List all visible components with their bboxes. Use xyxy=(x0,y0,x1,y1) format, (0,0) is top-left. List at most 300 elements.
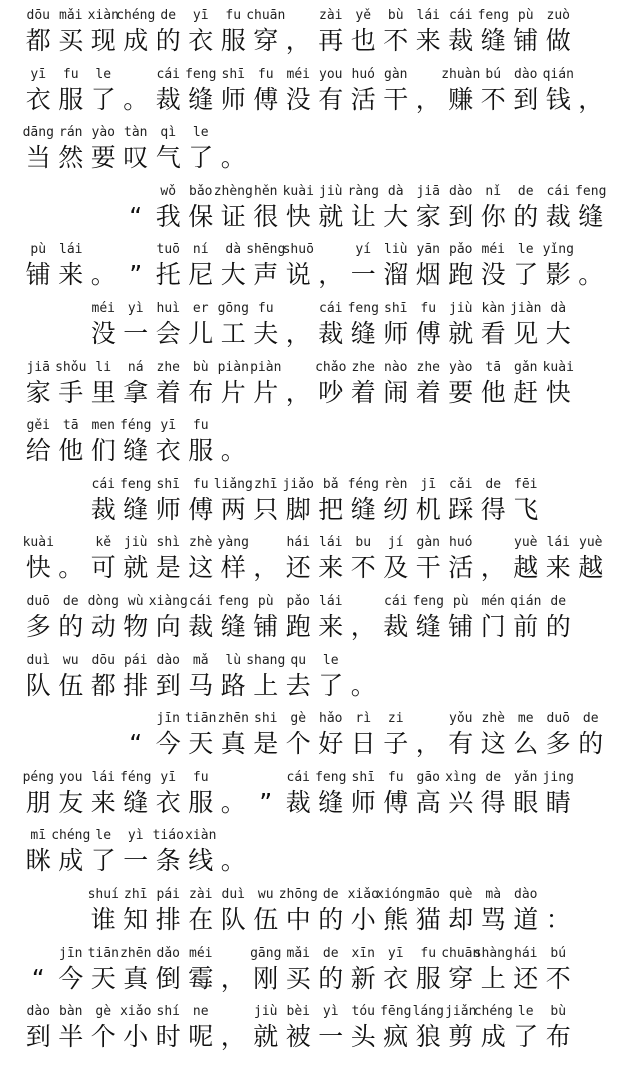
pinyin: feng xyxy=(185,66,217,82)
hanzi: 大 xyxy=(220,260,246,290)
ruby-char xyxy=(412,946,445,996)
ruby-char xyxy=(120,477,153,527)
hanzi: 还 xyxy=(513,963,539,993)
ruby-char xyxy=(477,770,510,820)
ruby-char xyxy=(87,301,120,351)
pinyin: wu xyxy=(62,652,79,668)
ruby-char xyxy=(347,770,380,820)
ruby-char xyxy=(510,184,543,234)
ruby-char xyxy=(55,125,88,175)
hanzi: 前 xyxy=(513,612,539,641)
hanzi: 手 xyxy=(58,377,84,407)
ruby-char xyxy=(347,535,380,585)
hanzi: 来 xyxy=(58,260,84,290)
hanzi: 成 xyxy=(58,846,84,876)
hanzi: 活 xyxy=(448,553,474,583)
hanzi: 叹 xyxy=(123,143,149,173)
hanzi: 赚 xyxy=(448,84,474,114)
ruby-char xyxy=(185,887,218,937)
hanzi: 的 xyxy=(318,963,344,993)
ruby-char xyxy=(55,594,88,644)
ruby-char xyxy=(87,946,120,996)
ruby-char xyxy=(282,594,315,644)
ruby-char xyxy=(185,828,218,878)
ruby-char xyxy=(315,711,348,761)
ruby-char xyxy=(542,1004,575,1054)
hanzi: ， xyxy=(253,553,279,583)
pinyin: yī xyxy=(160,769,177,785)
ruby-char xyxy=(87,653,120,703)
pinyin: ne xyxy=(192,1004,209,1020)
hanzi: 布 xyxy=(545,1022,571,1052)
ruby-char xyxy=(217,301,250,351)
hanzi: 狼 xyxy=(415,1022,441,1052)
hanzi: 着 xyxy=(415,377,441,407)
punctuation xyxy=(575,67,608,117)
text-line xyxy=(22,234,612,292)
pinyin: bǎo xyxy=(189,183,213,199)
pinyin: ní xyxy=(192,242,209,258)
pinyin: kuài xyxy=(282,183,314,199)
pinyin: jiǎn xyxy=(445,1004,477,1020)
pinyin: feng xyxy=(477,8,509,23)
ruby-char xyxy=(120,418,153,468)
pinyin: hǎo xyxy=(319,711,343,727)
pinyin: bàn xyxy=(59,1004,83,1020)
punctuation xyxy=(250,535,283,585)
text-line xyxy=(22,410,612,468)
ruby-char xyxy=(282,1004,315,1054)
hanzi: 多 xyxy=(545,729,571,759)
hanzi: 真 xyxy=(220,729,246,759)
hanzi: 的 xyxy=(545,612,571,641)
hanzi: ， xyxy=(578,84,604,114)
pinyin: jīn xyxy=(59,945,83,961)
ruby-char xyxy=(55,67,88,117)
ruby-char xyxy=(445,8,478,58)
pinyin: chéng xyxy=(473,1004,513,1020)
punctuation xyxy=(217,946,250,996)
hanzi: 个 xyxy=(90,1022,116,1052)
hanzi: 纫 xyxy=(383,494,409,524)
hanzi: 成 xyxy=(480,1022,506,1052)
hanzi: 来 xyxy=(318,553,344,583)
pinyin: tiān xyxy=(87,945,119,961)
text-line xyxy=(22,469,619,527)
text-line xyxy=(22,527,612,585)
hanzi: 着 xyxy=(350,377,376,407)
hanzi: 来 xyxy=(90,787,116,817)
pinyin: pǎo xyxy=(286,594,310,609)
pinyin: shēng xyxy=(246,242,286,258)
hanzi: 得 xyxy=(480,494,506,524)
ruby-char xyxy=(412,535,445,585)
ruby-char xyxy=(477,887,510,937)
ruby-char xyxy=(152,418,185,468)
hanzi: 兴 xyxy=(448,787,474,817)
text-line xyxy=(22,117,612,175)
hanzi: 。 xyxy=(220,846,246,876)
ruby-char xyxy=(120,653,153,703)
hanzi: “ xyxy=(129,729,143,759)
hanzi: 猫 xyxy=(415,905,441,934)
pinyin: duō xyxy=(546,711,570,727)
pinyin: dà xyxy=(225,242,242,258)
ruby-char xyxy=(380,946,413,996)
pinyin: le xyxy=(95,828,112,844)
hanzi: 不 xyxy=(350,553,376,583)
ruby-char xyxy=(87,125,120,175)
hanzi: 是 xyxy=(253,729,279,759)
hanzi: 知 xyxy=(123,905,149,934)
pinyin: feng xyxy=(315,769,347,785)
ruby-char xyxy=(250,67,283,117)
ruby-char xyxy=(120,770,153,820)
ruby-char xyxy=(152,828,185,878)
ruby-char xyxy=(282,242,315,292)
ruby-char xyxy=(22,1004,55,1054)
hanzi: 眼 xyxy=(513,787,539,817)
pinyin: de xyxy=(160,8,177,23)
punctuation xyxy=(477,535,510,585)
pinyin: lái xyxy=(319,594,343,609)
ruby-char xyxy=(152,653,185,703)
hanzi: 物 xyxy=(123,612,149,641)
hanzi: 了 xyxy=(188,143,214,173)
ruby-char xyxy=(347,242,380,292)
ruby-char xyxy=(445,477,478,527)
ruby-char xyxy=(152,477,185,527)
pinyin: bú xyxy=(485,66,502,82)
hanzi: 。 xyxy=(58,553,84,583)
pinyin: bǎ xyxy=(322,476,339,492)
hanzi: ： xyxy=(545,905,571,934)
hanzi: 傅 xyxy=(383,787,409,817)
pinyin: yì xyxy=(322,1004,339,1020)
pinyin: zi xyxy=(387,711,404,727)
pinyin: zuò xyxy=(546,8,570,23)
ruby-char xyxy=(185,770,218,820)
hanzi: 上 xyxy=(480,963,506,993)
hanzi: 小 xyxy=(350,905,376,934)
hanzi: 路 xyxy=(220,670,246,700)
hanzi: 排 xyxy=(155,905,181,934)
hanzi: 到 xyxy=(448,201,474,231)
hanzi: 有 xyxy=(448,729,474,759)
hanzi: 小 xyxy=(123,1022,149,1052)
ruby-char xyxy=(152,125,185,175)
hanzi: 给 xyxy=(25,436,51,466)
pinyin: mǎ xyxy=(192,652,209,668)
hanzi: 说 xyxy=(285,260,311,290)
pinyin: bù xyxy=(550,1004,567,1020)
pinyin: zhè xyxy=(189,535,213,551)
ruby-char xyxy=(542,535,575,585)
pinyin: dào xyxy=(156,652,180,668)
pinyin: jiù xyxy=(124,535,148,551)
hanzi: 疯 xyxy=(383,1022,409,1052)
hanzi: 就 xyxy=(318,201,344,231)
hanzi: 友 xyxy=(58,787,84,817)
pinyin: fu xyxy=(192,418,209,434)
pinyin: de xyxy=(62,594,79,609)
hanzi: 都 xyxy=(90,670,116,700)
hanzi: 。 xyxy=(123,84,149,114)
hanzi: 缝 xyxy=(123,494,149,524)
hanzi: 儿 xyxy=(188,319,214,348)
pinyin: fu xyxy=(420,945,437,961)
ruby-char xyxy=(445,594,478,644)
pinyin: gè xyxy=(95,1004,112,1020)
ruby-char xyxy=(22,125,55,175)
ruby-char xyxy=(575,184,608,234)
ruby-char xyxy=(412,8,445,58)
hanzi: 都 xyxy=(25,26,51,55)
pinyin: cái xyxy=(189,594,213,609)
hanzi: 也 xyxy=(350,26,376,55)
hanzi: 半 xyxy=(58,1022,84,1052)
pinyin: xiǎo xyxy=(120,1004,152,1020)
hanzi: 一 xyxy=(350,260,376,290)
ruby-char xyxy=(185,8,218,58)
hanzi: 缝 xyxy=(220,612,246,641)
ruby-char xyxy=(152,770,185,820)
pinyin: yàng xyxy=(217,535,249,551)
pinyin: cái xyxy=(286,769,310,785)
ruby-char xyxy=(380,242,413,292)
pinyin: dāng xyxy=(22,125,54,141)
ruby-char xyxy=(278,887,318,937)
punctuation xyxy=(412,67,445,117)
ruby-char xyxy=(185,125,218,175)
ruby-char xyxy=(441,945,481,996)
ruby-char xyxy=(250,887,283,937)
hanzi: 工 xyxy=(220,319,246,348)
hanzi: 然 xyxy=(58,143,84,173)
pinyin: méi xyxy=(189,945,213,961)
ruby-char xyxy=(510,360,543,410)
ruby-char xyxy=(542,8,575,58)
pinyin: lái xyxy=(546,535,570,551)
pinyin: shi xyxy=(254,711,278,727)
hanzi: 倒 xyxy=(155,963,181,993)
ruby-char xyxy=(185,535,218,585)
ruby-char xyxy=(185,1004,218,1054)
ruby-char xyxy=(55,418,88,468)
hanzi: 把 xyxy=(318,494,344,524)
ruby-char xyxy=(477,301,510,351)
hanzi: 呢 xyxy=(188,1022,214,1052)
pinyin: láng xyxy=(412,1004,444,1020)
pinyin: zhī xyxy=(254,476,278,492)
ruby-char xyxy=(22,535,55,585)
hanzi: 好 xyxy=(318,729,344,759)
pinyin: huì xyxy=(156,301,180,316)
pinyin: jiù xyxy=(254,1004,278,1020)
ruby-char xyxy=(148,594,188,644)
pinyin: qián xyxy=(510,594,542,609)
ruby-char xyxy=(315,770,348,820)
ruby-char xyxy=(185,946,218,996)
hanzi: 的 xyxy=(58,612,84,641)
ruby-char xyxy=(542,184,575,234)
hanzi: 干 xyxy=(383,84,409,114)
hanzi: 铺 xyxy=(513,26,539,55)
punctuation xyxy=(282,8,315,58)
hanzi: 踩 xyxy=(448,494,474,524)
hanzi: 脚 xyxy=(285,494,311,524)
ruby-char xyxy=(510,594,543,644)
pinyin: feng xyxy=(575,183,607,199)
pinyin: duì xyxy=(26,652,50,668)
ruby-char xyxy=(152,242,185,292)
ruby-char xyxy=(542,594,575,644)
ruby-char xyxy=(282,653,315,703)
hanzi: 声 xyxy=(253,260,279,290)
hanzi: 裁 xyxy=(285,787,311,817)
hanzi: 托 xyxy=(155,260,181,290)
ruby-char xyxy=(445,887,478,937)
pinyin: yuè xyxy=(514,535,538,551)
ruby-char xyxy=(185,67,218,117)
ruby-char xyxy=(477,711,510,761)
ruby-char xyxy=(510,887,543,937)
ruby-char xyxy=(282,67,315,117)
hanzi: 会 xyxy=(155,319,181,348)
hanzi: 被 xyxy=(285,1022,311,1052)
ruby-char xyxy=(217,8,250,58)
hanzi: 缝 xyxy=(123,787,149,817)
hanzi: 。 xyxy=(578,260,604,290)
hanzi: 成 xyxy=(123,26,149,55)
pinyin: lái xyxy=(319,535,343,551)
pinyin: yào xyxy=(91,125,115,141)
ruby-char xyxy=(445,711,478,761)
ruby-char xyxy=(22,242,55,292)
pinyin: mǎi xyxy=(286,945,310,961)
ruby-char xyxy=(217,887,250,937)
hanzi: 穿 xyxy=(253,26,279,55)
hanzi: 穿 xyxy=(448,963,474,993)
ruby-char xyxy=(412,770,445,820)
hanzi: 不 xyxy=(480,84,506,114)
pinyin: dào xyxy=(514,66,538,82)
pinyin: yì xyxy=(127,301,144,316)
pinyin: jiàn xyxy=(510,301,542,316)
hanzi: 他 xyxy=(480,377,506,407)
ruby-char xyxy=(152,535,185,585)
punctuation xyxy=(347,653,380,703)
ruby-char xyxy=(282,477,315,527)
pinyin: qì xyxy=(160,125,177,141)
hanzi: 傅 xyxy=(253,84,279,114)
pinyin: hěn xyxy=(254,183,278,199)
hanzi: 到 xyxy=(513,84,539,114)
ruby-char xyxy=(22,8,55,58)
ruby-char xyxy=(120,828,153,878)
pinyin: liǎng xyxy=(213,476,253,492)
ruby-char xyxy=(120,301,153,351)
hanzi: 这 xyxy=(480,729,506,759)
pinyin: li xyxy=(95,359,112,375)
ruby-char xyxy=(185,184,218,234)
hanzi: 跑 xyxy=(448,260,474,290)
ruby-char xyxy=(22,594,55,644)
pinyin: yī xyxy=(30,66,47,82)
punctuation xyxy=(347,594,380,644)
ruby-char xyxy=(250,711,283,761)
pinyin: wǒ xyxy=(160,183,177,199)
text-line xyxy=(22,762,612,820)
pinyin: piàn xyxy=(250,359,282,375)
hanzi: ， xyxy=(350,612,376,641)
hanzi: 了 xyxy=(318,670,344,700)
ruby-char xyxy=(87,477,120,527)
ruby-char xyxy=(55,1004,88,1054)
hanzi: 烟 xyxy=(415,260,441,290)
ruby-char xyxy=(282,946,315,996)
ruby-char xyxy=(217,711,250,761)
pinyin: zhe xyxy=(156,359,180,375)
text-line xyxy=(22,352,612,410)
pinyin: cái xyxy=(449,8,473,23)
pinyin: jiù xyxy=(449,301,473,316)
pinyin: fu xyxy=(420,301,437,316)
hanzi: 衣 xyxy=(155,787,181,817)
ruby-char xyxy=(250,946,283,996)
ruby-char xyxy=(250,360,283,410)
pinyin: rán xyxy=(59,125,83,141)
pinyin: jiù xyxy=(319,183,343,199)
ruby-char xyxy=(575,535,608,585)
ruby-char xyxy=(152,8,185,58)
ruby-char xyxy=(217,535,250,585)
punctuation xyxy=(120,242,153,292)
pinyin: qián xyxy=(542,66,574,82)
ruby-char xyxy=(477,8,510,58)
pinyin: fu xyxy=(257,66,274,82)
ruby-char xyxy=(246,8,286,58)
pinyin: fēi xyxy=(514,476,538,492)
pinyin: tā xyxy=(62,418,79,434)
pinyin: gàn xyxy=(416,535,440,551)
pinyin: cái xyxy=(156,66,180,82)
pinyin: jiā xyxy=(416,183,440,199)
pinyin: dōu xyxy=(91,652,115,668)
pinyin: cǎi xyxy=(449,476,473,492)
text-line xyxy=(22,586,612,644)
hanzi: 排 xyxy=(123,670,149,700)
punctuation xyxy=(412,711,445,761)
ruby-char xyxy=(55,360,88,410)
hanzi: 。 xyxy=(350,670,376,700)
hanzi: ， xyxy=(415,84,441,114)
pinyin: dà xyxy=(387,183,404,199)
pinyin: feng xyxy=(347,301,379,316)
hanzi: 裁 xyxy=(448,26,474,55)
hanzi: 傅 xyxy=(415,319,441,348)
ruby-char xyxy=(477,184,510,234)
pinyin: xióng xyxy=(376,887,416,902)
ruby-char xyxy=(315,8,348,58)
pinyin: gāng xyxy=(250,945,282,961)
ruby-char xyxy=(477,360,510,410)
hanzi: 缝 xyxy=(350,319,376,348)
pinyin: le xyxy=(322,652,339,668)
hanzi: 线 xyxy=(188,846,214,876)
hanzi: 家 xyxy=(415,201,441,231)
ruby-char xyxy=(412,477,445,527)
